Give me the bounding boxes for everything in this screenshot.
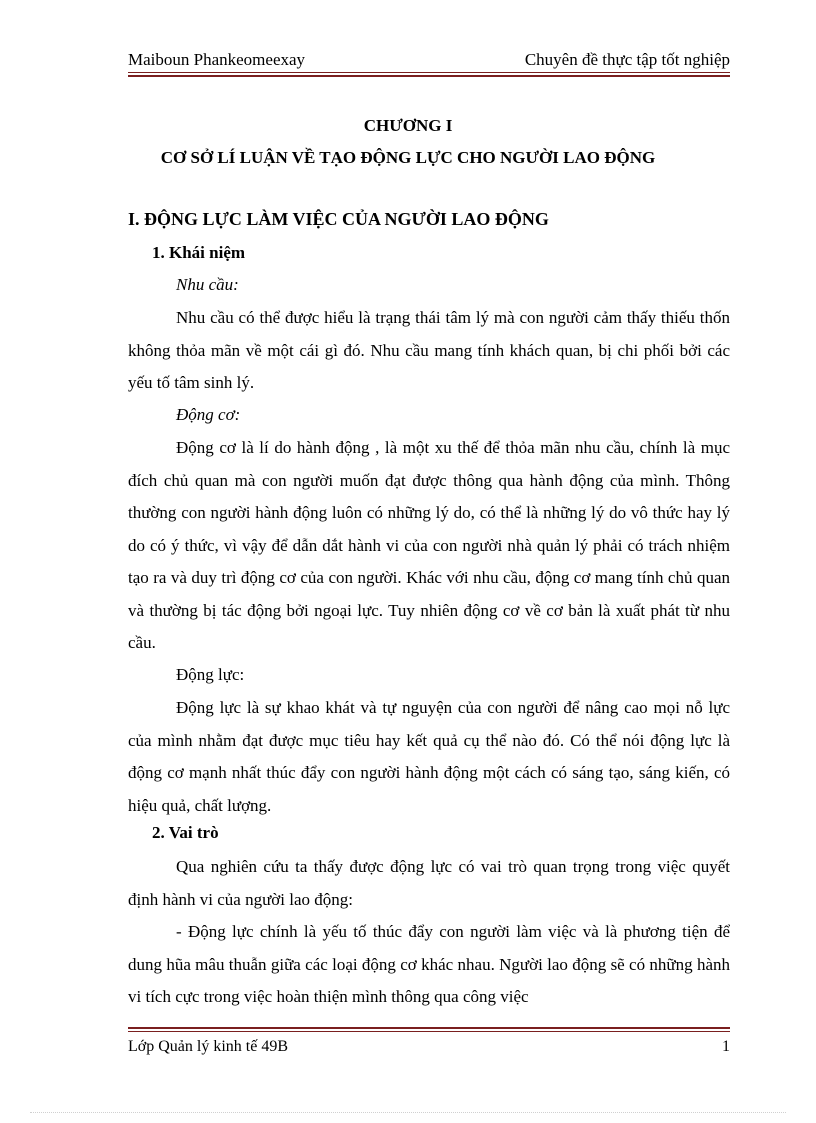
- section-heading: I. ĐỘNG LỰC LÀM VIỆC CỦA NGƯỜI LAO ĐỘNG: [128, 209, 549, 229]
- paragraph-nhu-cau: Nhu cầu có thể được hiểu là trạng thái tâm lý mà con người cảm thấy thiếu thốn không thỏa mãn về một cái gì đó. Nhu cầu mang tính khách quan, bị chi phối bởi các yếu tố tâm sinh lý.: [128, 308, 730, 392]
- subsection-heading-concept: 1. Khái niệm: [152, 243, 246, 262]
- paragraph-vai-tro-bullet: - Động lực chính là yếu tố thúc đẩy con người làm việc và là phương tiện để dung hũa mâu thuẫn giữa các loại động cơ khác nhau. Người lao động sẽ có những hành vi tích cực trong việc hoàn thiện mình thông qua công việc: [128, 922, 730, 1006]
- paragraph-dong-luc: Động lực là sự khao khát và tự nguyện của con người để nâng cao mọi nỗ lực của mình nhằm đạt được mục tiêu hay kết quả cụ thể nào đó. Có thể nói động lực là động cơ mạnh nhất thúc đẩy con người hành động một cách có sáng tạo, sáng kiến, có hiệu quả, chất lượng.: [128, 698, 730, 815]
- label-nhu-cau: Nhu cầu:: [176, 275, 239, 294]
- footer-rule-thick: [128, 1027, 730, 1029]
- header-rule-thin: [128, 72, 730, 73]
- label-dong-co: Động cơ:: [176, 405, 241, 424]
- label-dong-luc: Động lực:: [176, 665, 245, 684]
- chapter-title: CƠ SỞ LÍ LUẬN VỀ TẠO ĐỘNG LỰC CHO NGƯỜI LAO ĐỘNG: [160, 148, 656, 167]
- footer-class-name: Lớp Quản lý kinh tế 49B: [128, 1038, 288, 1055]
- subsection-heading-role: 2. Vai trò: [152, 823, 219, 842]
- page-bottom-dotted-line: [30, 1112, 786, 1113]
- footer-rule-thin: [128, 1031, 730, 1032]
- paragraph-vai-tro: Qua nghiên cứu ta thấy được động lực có vai trò quan trọng trong việc quyết định hành vi của người lao động:: [128, 857, 730, 909]
- paragraph-dong-co: Động cơ là lí do hành động , là một xu thế để thỏa mãn nhu cầu, chính là mục đích chủ quan mà con người muốn đạt được thông qua hành động của mình. Thông thường con người hành động luôn có những lý do, có thể là những lý do vô thức hay lý do có ý thức, vì vậy để dẫn dắt hành vi của con người nhà quản lý phải có trách nhiệm tạo ra và duy trì động cơ của con người. Khác với nhu cầu, động cơ mang tính chủ quan và thường bị tác động bởi ngoại lực. Tuy nhiên động cơ về cơ bản là xuất phát từ nhu cầu.: [128, 438, 730, 652]
- page-header: [128, 50, 730, 72]
- header-title: Chuyên đề thực tập tốt nghiệp: [524, 50, 730, 69]
- header-author: Maiboun Phankeomeexay: [128, 50, 306, 69]
- header-rule-thick: [128, 75, 730, 77]
- chapter-number: CHƯƠNG I: [363, 116, 453, 135]
- page-number: 1: [722, 1038, 730, 1055]
